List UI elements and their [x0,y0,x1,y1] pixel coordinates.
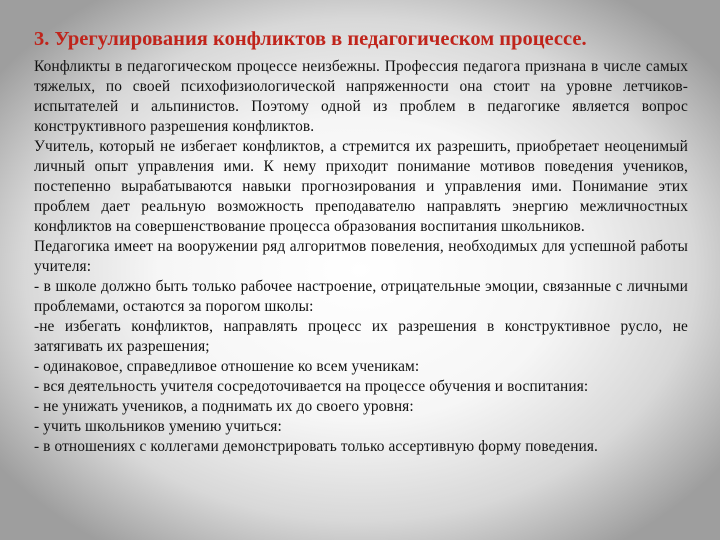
list-item: -не избегать конфликтов, направлять процесс их разрешения в конструктивное русло, не затягивать их разрешения; [34,318,688,355]
slide-body [34,57,688,457]
slide-title: 3. Урегулирования конфликтов в педагогическом процессе. [34,28,587,50]
list-item: - не унижать учеников, а поднимать их до своего уровня: [34,398,414,415]
list-item: - учить школьников умению учиться: [34,418,282,435]
paragraph-algorithms: Педагогика имеет на вооружении ряд алгоритмов повеления, необходимых для успешной работы учителя: [34,238,688,275]
list-item: - в школе должно быть только рабочее настроение, отрицательные эмоции, связанные с личными проблемами, остаются за порогом школы: [34,278,688,315]
list-item: - вся деятельность учителя сосредоточивается на процессе обучения и воспитания: [34,378,589,395]
list-item: - одинаковое, справедливое отношение ко всем ученикам: [34,358,420,375]
list-item: - в отношениях с коллегами демонстрировать только ассертивную форму поведения. [34,438,599,455]
paragraph-teacher: Учитель, который не избегает конфликтов, а стремится их разрешить, приобретает неоценимый личный опыт управления ими. К нему приходит понимание мотивов поведения учеников, постепенно вырабатываются навыки прогнозирования и управления ими. Понимание этих проблем дает реальную возможность преподавателю направлять энергию межличностных конфликтов на совершенствование процесса образования воспитания школьников. [34,138,688,235]
paragraph-intro: Конфликты в педагогическом процессе неизбежны. Профессия педагога признана в числе самых тяжелых, по своей психофизиологической напряженности она стоит на уровне летчиков-испытателей и альпинистов. Поэтому одной из проблем в педагогике является вопрос конструктивного разрешения конфликтов. [34,58,688,135]
